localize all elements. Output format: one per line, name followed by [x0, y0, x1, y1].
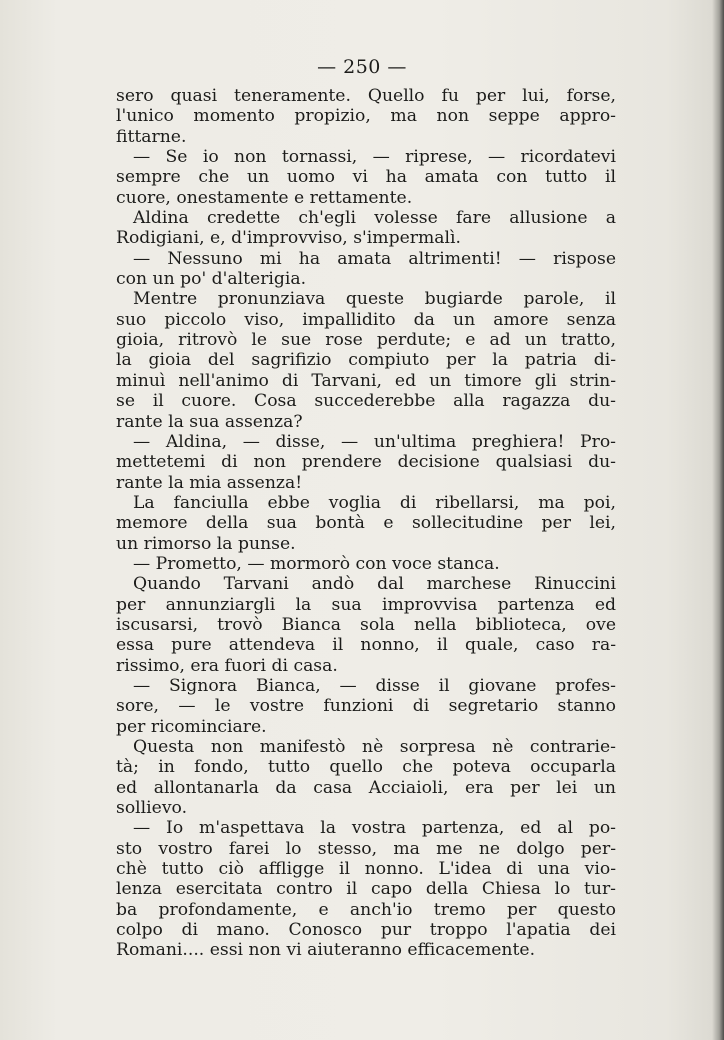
- text-line: cuore, onestamente e rettamente.: [116, 187, 413, 208]
- text-line: se il cuore. Cosa succederebbe alla ragazza du-: [116, 391, 616, 412]
- text-line: essa pure attendeva il nonno, il quale, caso ra-: [116, 635, 616, 656]
- text-line: chè tutto ciò affligge il nonno. L'idea di una vio-: [116, 859, 616, 880]
- text-line: iscusarsi, trovò Bianca sola nella biblioteca, ove: [116, 614, 616, 635]
- text-line: un rimorso la punse.: [116, 533, 296, 554]
- text-line: Romani.... essi non vi aiuteranno efficacemente.: [116, 940, 536, 961]
- text-line: — Aldina, — disse, — un'ultima preghiera! Pro-: [133, 431, 616, 452]
- text-line: suo piccolo viso, impallidito da un amore senza: [116, 309, 616, 330]
- body-text: [116, 86, 616, 961]
- text-line: rante la mia assenza!: [116, 472, 303, 493]
- text-line: ba profondamente, e anch'io tremo per questo: [116, 899, 616, 920]
- text-line: — Io m'aspettava la vostra partenza, ed al po-: [133, 818, 616, 839]
- text-line: Aldina credette ch'egli volesse fare allusione a: [133, 208, 616, 229]
- text-line: per annunziargli la sua improvvisa partenza ed: [116, 594, 616, 615]
- text-line: l'unico momento propizio, ma non seppe appro-: [116, 106, 616, 127]
- text-line: sto vostro farei lo stesso, ma me ne dolgo per-: [116, 838, 616, 859]
- text-line: rissimo, era fuori di casa.: [116, 655, 338, 676]
- text-line: sollievo.: [116, 798, 188, 819]
- text-line: — Prometto, — mormorò con voce stanca.: [133, 553, 500, 574]
- text-line: Quando Tarvani andò dal marchese Rinuccini: [133, 574, 616, 595]
- page-edge-shadow: [712, 0, 724, 1040]
- text-line: fittarne.: [116, 126, 187, 147]
- text-line: Questa non manifestò nè sorpresa nè contrarie-: [133, 737, 616, 757]
- text-line: rante la sua assenza?: [116, 411, 303, 432]
- text-line: — Nessuno mi ha amata altrimenti! — rispose: [133, 248, 616, 269]
- text-line: Rodigiani, e, d'improvviso, s'impermalì.: [116, 228, 461, 249]
- page-number: — 250 —: [317, 56, 407, 78]
- text-line: per ricominciare.: [116, 716, 267, 737]
- text-line: — Se io non tornassi, — riprese, — ricordatevi: [133, 147, 616, 168]
- text-line: la gioia del sagrifizio compiuto per la patria di-: [116, 350, 616, 371]
- text-line: mettetemi di non prendere decisione qualsiasi du-: [116, 452, 616, 473]
- text-line: sore, — le vostre funzioni di segretario stanno: [116, 696, 616, 717]
- text-line: Mentre pronunziava queste bugiarde parole, il: [133, 289, 616, 310]
- text-line: La fanciulla ebbe voglia di ribellarsi, ma poi,: [133, 492, 616, 513]
- text-line: sempre che un uomo vi ha amata con tutto il: [116, 167, 616, 188]
- text-line: con un po' d'alterigia.: [116, 269, 307, 290]
- text-line: colpo di mano. Conosco pur troppo l'apatia dei: [116, 920, 616, 941]
- text-line: minuì nell'animo di Tarvani, ed un timore gli strin-: [116, 370, 616, 391]
- text-line: — Signora Bianca, — disse il giovane profes-: [133, 675, 616, 696]
- text-line: ed allontanarla da casa Acciaioli, era per lei un: [116, 777, 616, 798]
- text-line: memore della sua bontà e sollecitudine per lei,: [116, 513, 616, 534]
- text-line: tà; in fondo, tutto quello che poteva occuparla: [116, 757, 616, 778]
- text-line: gioia, ritrovò le sue rose perdute; e ad un tratto,: [116, 330, 616, 351]
- text-line: sero quasi teneramente. Quello fu per lui, forse,: [116, 86, 616, 106]
- text-line: lenza esercitata contro il capo della Chiesa lo tur-: [116, 879, 616, 900]
